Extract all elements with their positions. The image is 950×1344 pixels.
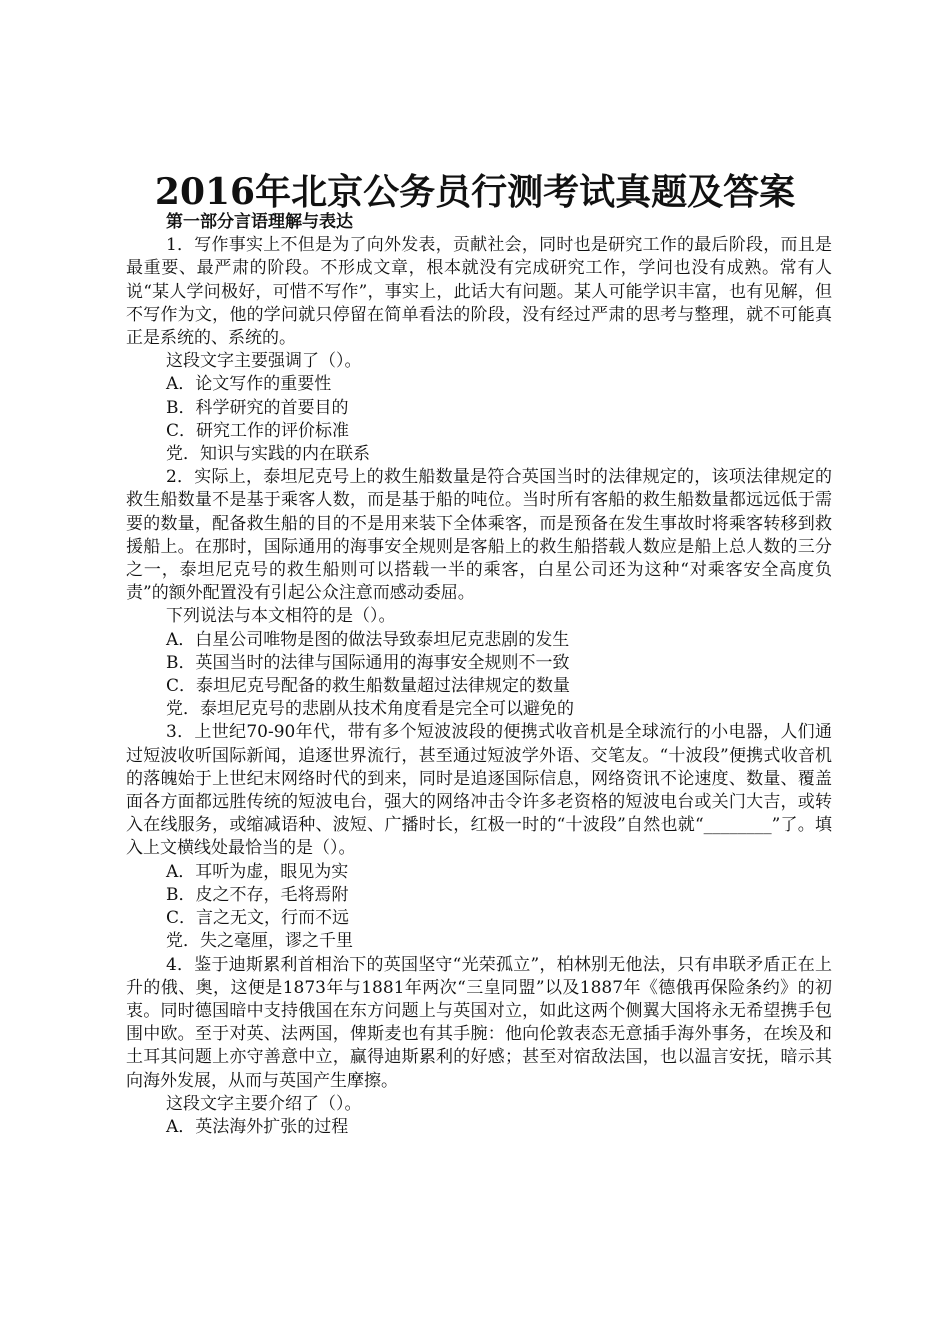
question-2-option-a: A．白星公司唯物是图的做法导致泰坦尼克悲剧的发生 bbox=[166, 629, 570, 650]
question-2-prompt: 下列说法与本文相符的是（）。 bbox=[166, 606, 396, 627]
document-body bbox=[126, 211, 832, 1139]
question-1-prompt: 这段文字主要强调了（）。 bbox=[166, 351, 362, 372]
question-3-option-a: A．耳听为虚，眼见为实 bbox=[166, 861, 349, 882]
question-1-option-d: 党．知识与实践的内在联系 bbox=[166, 444, 370, 465]
question-2-text: 2．实际上，泰坦尼克号上的救生船数量是符合英国当时的法律规定的，该项法律规定的救生船数量不是基于乘客人数，而是基于船的吨位。当时所有客船的救生船数量都远远低于需要的数量，配备救生船的目的不是用来装下全体乘客，而是预备在发生事故时将乘客转移到救援船上。在那时，国际通用的海事安全规则是客船上的救生船搭载人数应是船上总人数的三分之一，泰坦尼克号的救生船则可以搭载一半的乘客，白星公司还为这种“对乘客安全高度负责”的额外配置没有引起公众注意而感动委屈。 bbox=[126, 467, 832, 604]
question-3-option-b: B．皮之不存，毛将焉附 bbox=[166, 884, 349, 905]
question-4-text: 4．鉴于迪斯累利首相治下的英国坚守“光荣孤立”，柏林别无他法，只有串联矛盾正在上升的俄、奥，这便是1873年与1881年两次“三皇同盟”以及1887年《德俄再保险条约》的初衷。同时德国暗中支持俄国在东方问题上与英国对立，如此这两个侧翼大国将永无希望携手包围中欧。至于对英、法两国，俾斯麦也有其手腕：他向伦敦表态无意插手海外事务，在埃及和土耳其问题上亦守善意中立，赢得迪斯累利的好感；甚至对宿敌法国，也以温言安抚，暗示其向海外发展，从而与英国产生摩擦。 bbox=[126, 954, 832, 1091]
question-3-option-c: C．言之无文，行而不远 bbox=[166, 908, 350, 929]
question-3-option-d: 党．失之毫厘，谬之千里 bbox=[166, 931, 353, 952]
question-2-option-c: C．泰坦尼克号配备的救生船数量超过法律规定的数量 bbox=[166, 676, 571, 697]
question-4-prompt: 这段文字主要介绍了（）。 bbox=[166, 1093, 362, 1114]
question-1-option-b: B．科学研究的首要目的 bbox=[166, 397, 349, 418]
section-heading: 第一部分言语理解与表达 bbox=[166, 212, 353, 232]
question-1-option-c: C．研究工作的评价标准 bbox=[166, 420, 350, 441]
question-1-text: 1．写作事实上不但是为了向外发表，贡献社会，同时也是研究工作的最后阶段，而且是最重要、最严肃的阶段。不形成文章，根本就没有完成研究工作，学问也没有成熟。常有人说“某人学问极好，可惜不写作”，事实上，此话大有问题。某人可能学识丰富，也有见解，但不写作为文，他的学问就只停留在简单看法的阶段，没有经过严肃的思考与整理，就不可能真正是系统的、系统的。 bbox=[126, 235, 832, 349]
question-4-option-a: A．英法海外扩张的过程 bbox=[166, 1116, 349, 1137]
document-title: 2016年北京公务员行测考试真题及答案 bbox=[154, 171, 796, 213]
question-2-option-b: B．英国当时的法律与国际通用的海事安全规则不一致 bbox=[166, 652, 570, 673]
question-2-option-d: 党．泰坦尼克号的悲剧从技术角度看是完全可以避免的 bbox=[166, 699, 574, 720]
question-1-option-a: A．论文写作的重要性 bbox=[166, 374, 332, 395]
question-3-text: 3．上世纪70-90年代，带有多个短波波段的便携式收音机是全球流行的小电器，人们通过短波收听国际新闻，追逐世界流行，甚至通过短波学外语、交笔友。“十波段”便携式收音机的落魄始于上世纪末网络时代的到来，同时是追逐国际信息，网络资讯不论速度、数量、覆盖面各方面都远胜传统的短波电台，强大的网络冲击令许多老资格的短波电台或关门大吉，或转入在线服务，或缩减语种、波短、广播时长，红极一时的“十波段”自然也就“________”了。填入上文横线处最恰当的是（）。 bbox=[126, 722, 832, 859]
